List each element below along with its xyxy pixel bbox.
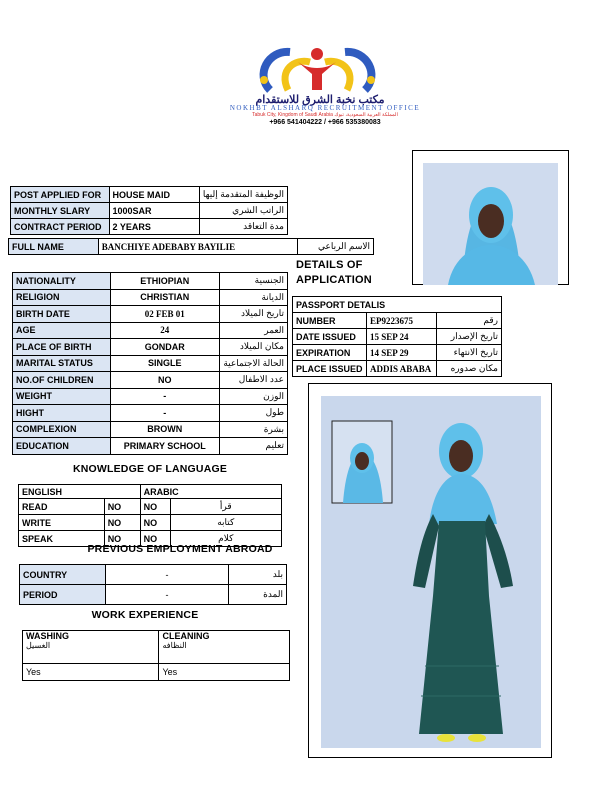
place-of-birth-label-ar: مكان الميلاد xyxy=(220,339,288,356)
table-row xyxy=(13,421,288,438)
language-write-english: NO xyxy=(104,515,140,531)
office-address: Tabuk City, Kingdom of Saudi Arabia المملكة العربية السعودية، تبوك xyxy=(252,112,398,118)
passport-title: PASSPORT DETALIS xyxy=(293,297,502,313)
photo-frame-full xyxy=(308,383,552,758)
birth-date-value: 02 FEB 01 xyxy=(110,306,219,323)
experience-cleaning-en: CLEANING xyxy=(162,631,210,641)
no-of-children-label-ar: عدد الاطفال xyxy=(220,372,288,389)
table-row xyxy=(23,664,290,681)
language-write-label: WRITE xyxy=(19,515,105,531)
passport-number-value: EP9223675 xyxy=(366,313,436,329)
table-row xyxy=(23,631,290,664)
table-row: MONTHLY SLARY 1000SAR الراتب الشري xyxy=(11,203,288,219)
place-of-birth-label: PLACE OF BIRTH xyxy=(13,339,111,356)
passport-expiration-label: EXPIRATION xyxy=(293,345,367,361)
table-row xyxy=(293,361,502,377)
nationality-label: NATIONALITY xyxy=(13,273,111,290)
hight-label-ar: طول xyxy=(220,405,288,422)
marital-status-value: SINGLE xyxy=(110,355,219,372)
personal-table xyxy=(12,272,288,455)
passport-number-label-ar: رقم xyxy=(436,313,501,329)
employment-period-label: PERIOD xyxy=(20,585,106,605)
passport-date-issued-value: 15 SEP 24 xyxy=(366,329,436,345)
hight-label: HIGHT xyxy=(13,405,111,422)
passport-date-issued-label-ar: تاريخ الإصدار xyxy=(436,329,501,345)
experience-washing-value: Yes xyxy=(23,664,159,681)
experience-washing-en: WASHING xyxy=(26,631,70,641)
table-row xyxy=(13,306,288,323)
employment-title: PREVIOUS EMPLOYMENT ABROAD xyxy=(87,543,273,555)
employment-table xyxy=(19,564,287,605)
full-name-table xyxy=(8,238,374,255)
job-table xyxy=(10,186,288,235)
table-row xyxy=(13,289,288,306)
religion-label-ar: الديانة xyxy=(220,289,288,306)
passport-date-issued-label: DATE ISSUED xyxy=(293,329,367,345)
table-row xyxy=(13,405,288,422)
education-label-ar: تعليم xyxy=(220,438,288,455)
table-row xyxy=(13,273,288,290)
table-row xyxy=(13,355,288,372)
weight-label: WEIGHT xyxy=(13,388,111,405)
language-read-label-ar: قرأ xyxy=(170,499,281,515)
passport-place-issued-label-ar: مكان صدوره xyxy=(436,361,501,377)
education-value: PRIMARY SCHOOL xyxy=(110,438,219,455)
language-col-english: ENGLISH xyxy=(19,485,141,499)
table-row xyxy=(13,372,288,389)
language-read-arabic: NO xyxy=(140,499,170,515)
religion-label: RELIGION xyxy=(13,289,111,306)
nationality-label-ar: الجنسية xyxy=(220,273,288,290)
details-title: DETAILS OF APPLICATION xyxy=(296,259,372,286)
office-logo xyxy=(250,40,385,98)
passport-number-label: NUMBER xyxy=(293,313,367,329)
table-row xyxy=(293,313,502,329)
employment-country-label: COUNTRY xyxy=(20,565,106,585)
marital-status-label-ar: الحالة الاجتماعية xyxy=(220,355,288,372)
table-row: FULL NAME BANCHIYE ADEBABY BAYILIE الاسم الرباعي xyxy=(9,239,374,255)
table-row xyxy=(19,515,282,531)
language-write-arabic: NO xyxy=(140,515,170,531)
complexion-label-ar: بشرة xyxy=(220,421,288,438)
language-read-label: READ xyxy=(19,499,105,515)
language-col-arabic: ARABIC xyxy=(140,485,281,499)
age-value: 24 xyxy=(110,322,219,339)
language-table xyxy=(18,484,282,547)
birth-date-label-ar: تاريخ الميلاد xyxy=(220,306,288,323)
applicant-full-body-photo xyxy=(321,396,541,748)
passport-table xyxy=(292,296,502,377)
experience-cleaning-value: Yes xyxy=(159,664,290,681)
office-phones: +966 541404222 / +966 535380083 xyxy=(269,119,381,126)
table-row xyxy=(13,339,288,356)
no-of-children-value: NO xyxy=(110,372,219,389)
weight-value: - xyxy=(110,388,219,405)
employment-period-value: - xyxy=(105,585,228,605)
table-row xyxy=(19,485,282,499)
passport-place-issued-value: ADDIS ABABA xyxy=(366,361,436,377)
table-row xyxy=(20,585,287,605)
education-label: EDUCATION xyxy=(13,438,111,455)
passport-expiration-label-ar: تاريخ الانتهاء xyxy=(436,345,501,361)
language-title: KNOWLEDGE OF LANGUAGE xyxy=(72,463,228,475)
place-of-birth-value: GONDAR xyxy=(110,339,219,356)
employment-country-label-ar: بلد xyxy=(229,565,287,585)
table-row xyxy=(13,322,288,339)
full-name-value: BANCHIYE ADEBABY BAYILIE xyxy=(98,239,297,255)
complexion-label: COMPLEXION xyxy=(13,421,111,438)
marital-status-label: MARITAL STATUS xyxy=(13,355,111,372)
table-row xyxy=(293,297,502,313)
age-label: AGE xyxy=(13,322,111,339)
language-speak-label: SPEAK xyxy=(19,531,105,547)
office-name-english: NOKHBT ALSHARQ RECRUITMENT OFFICE xyxy=(229,104,421,112)
employment-country-value: - xyxy=(105,565,228,585)
language-speak-english: NO xyxy=(104,531,140,547)
experience-table xyxy=(22,630,290,681)
table-row xyxy=(19,499,282,515)
experience-washing-ar: الغسيل xyxy=(26,641,51,650)
table-row xyxy=(293,345,502,361)
table-row: CONTRACT PERIOD 2 YEARS مدة التعاقد xyxy=(11,219,288,235)
age-label-ar: العمر xyxy=(220,322,288,339)
birth-date-label: BIRTH DATE xyxy=(13,306,111,323)
table-row: POST APPLIED FOR HOUSE MAID الوظيفة المتقدمة إليها xyxy=(11,187,288,203)
applicant-portrait-photo xyxy=(423,163,558,285)
weight-label-ar: الوزن xyxy=(220,388,288,405)
nationality-value: ETHIOPIAN xyxy=(110,273,219,290)
language-write-label-ar: كتابه xyxy=(170,515,281,531)
photo-frame-small xyxy=(412,150,569,285)
passport-place-issued-label: PLACE ISSUED xyxy=(293,361,367,377)
language-read-english: NO xyxy=(104,499,140,515)
passport-expiration-value: 14 SEP 29 xyxy=(366,345,436,361)
complexion-value: BROWN xyxy=(110,421,219,438)
religion-value: CHRISTIAN xyxy=(110,289,219,306)
table-row xyxy=(293,329,502,345)
experience-title: WORK EXPERIENCE xyxy=(91,609,199,621)
experience-cleaning-ar: النظافه xyxy=(162,641,187,650)
no-of-children-label: NO.OF CHILDREN xyxy=(13,372,111,389)
hight-value: - xyxy=(110,405,219,422)
language-speak-arabic: NO xyxy=(140,531,170,547)
table-row xyxy=(20,565,287,585)
office-name-arabic: مكتب نخبة الشرق للاستقدام xyxy=(255,94,385,106)
table-row xyxy=(13,438,288,455)
employment-period-label-ar: المدة xyxy=(229,585,287,605)
table-row xyxy=(13,388,288,405)
language-speak-label-ar: كلام xyxy=(170,531,281,547)
